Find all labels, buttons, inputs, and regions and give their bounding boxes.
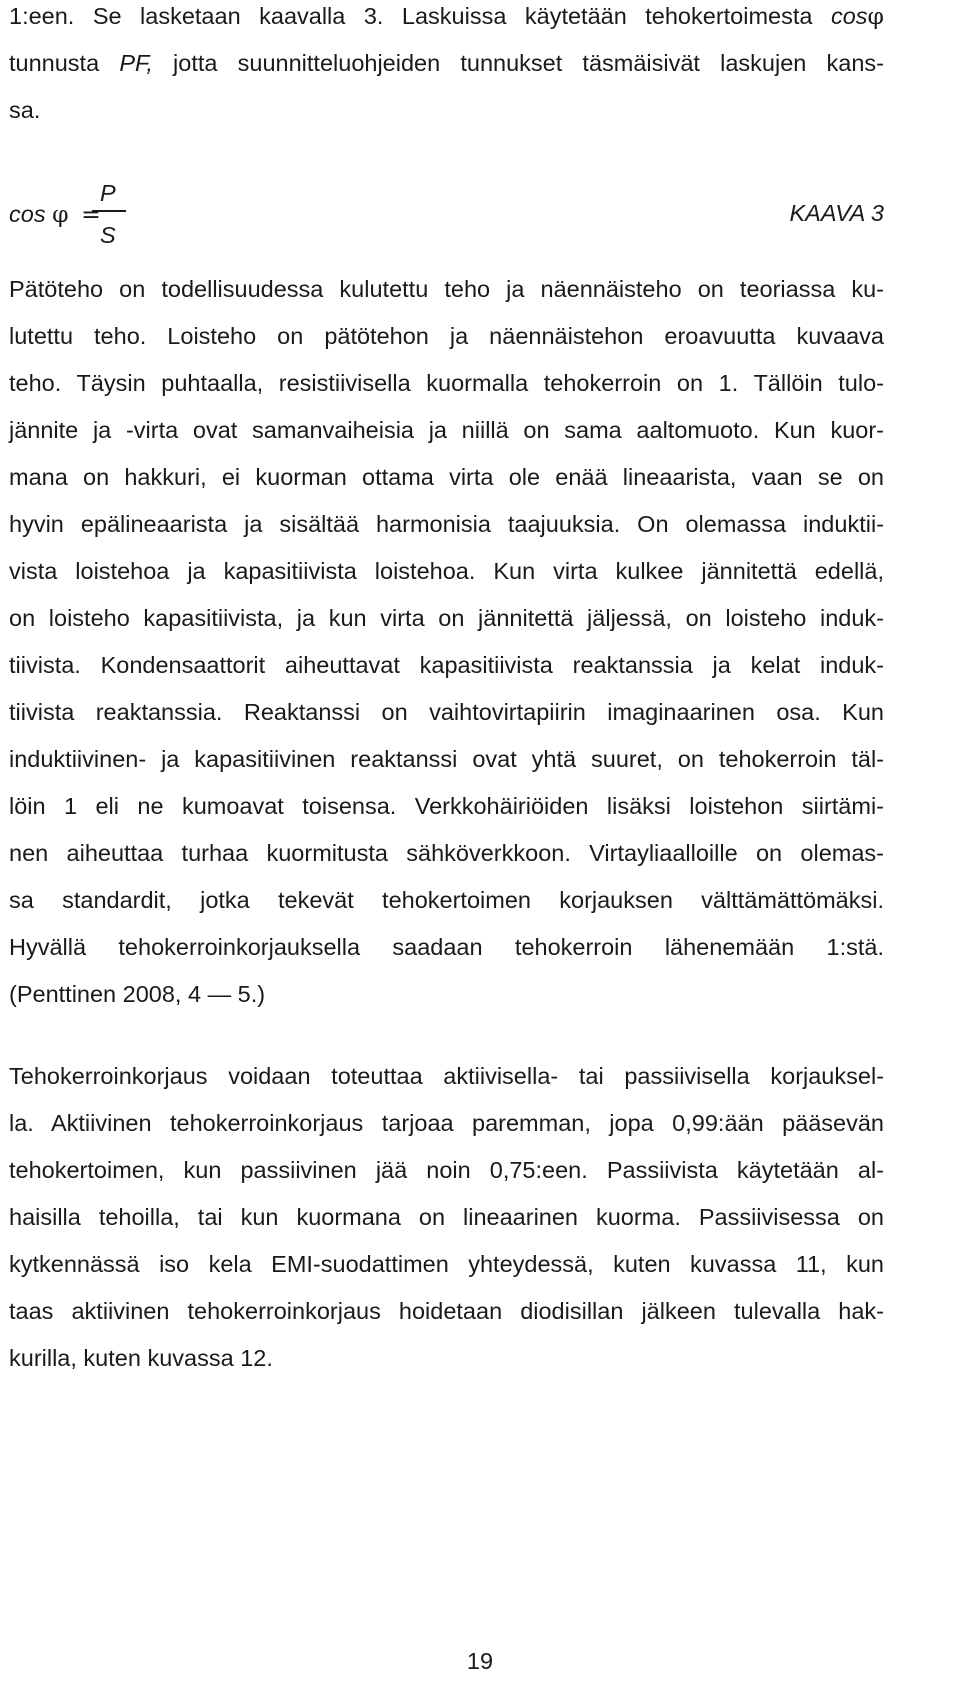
paragraph-line: induktiivinen- ja kapasitiivinen reaktanssi ovat yhtä suuret, on tehokerroin täl- [9,746,884,772]
paragraph-line: kurilla, kuten kuvassa 12. [9,1345,273,1371]
equation-denominator: S [100,222,116,248]
fraction-bar [92,210,126,212]
equation-label: KAAVA 3 [789,200,884,226]
paragraph-line: lutettu teho. Loisteho on pätötehon ja näennäistehon eroavuutta kuvaava [9,323,884,349]
intro-line-2-suffix: jotta suunnitteluohjeiden tunnukset täsmäisivät laskujen kans- [152,50,885,76]
paragraph-line: löin 1 eli ne kumoavat toisensa. Verkkohäiriöiden lisäksi loistehon siirtämi- [9,793,884,819]
equation-phi: φ [52,200,69,228]
cos-symbol: cos [830,3,868,29]
paragraph-line: (Penttinen 2008, 4 — 5.) [9,981,266,1007]
pf-symbol: PF, [119,50,153,76]
intro-line-2 [9,49,884,77]
phi-symbol: φ [867,2,884,30]
equation-numerator: P [100,180,116,206]
intro-line-3: sa. [9,97,41,123]
paragraph-line: tehokertoimen, kun passiivinen jää noin 0,75:een. Passiivista käytetään al- [9,1157,884,1183]
equation-equals: = [81,200,101,228]
paragraph-line: tiivista. Kondensaattorit aiheuttavat kapasitiivista reaktanssia ja kelat induk- [9,652,884,678]
equation-lhs [9,200,101,228]
paragraph-line: on loisteho kapasitiivista, ja kun virta on jännitettä jäljessä, on loisteho induk- [9,605,884,631]
paragraph-line: sa standardit, jotka tekevät tehokertoimen korjauksen välttämättömäksi. [9,887,884,913]
equation-cos: cos [9,201,46,227]
paragraph-line: Tehokerroinkorjaus voidaan toteuttaa aktiivisella- tai passiivisella korjauksel- [9,1063,884,1089]
paragraph-line: Hyvällä tehokerroinkorjauksella saadaan tehokerroin lähenemään 1:stä. [9,934,884,960]
paragraph-line: haisilla tehoilla, tai kun kuormana on lineaarinen kuorma. Passiivisessa on [9,1204,884,1230]
paragraph-line: taas aktiivinen tehokerroinkorjaus hoidetaan diodisillan jälkeen tulevalla hak- [9,1298,884,1324]
intro-line-1 [9,2,884,30]
paragraph-line: hyvin epälineaarista ja sisältää harmonisia taajuuksia. On olemassa induktii- [9,511,884,537]
intro-line-1-text: 1:een. Se lasketaan kaavalla 3. Laskuissa käytetään tehokertoimesta [9,3,831,29]
paragraph-line: la. Aktiivinen tehokerroinkorjaus tarjoaa paremman, jopa 0,99:ään pääsevän [9,1110,884,1136]
paragraph-line: kytkennässä iso kela EMI-suodattimen yhteydessä, kuten kuvassa 11, kun [9,1251,884,1277]
paragraph-line: vista loistehoa ja kapasitiivista loistehoa. Kun virta kulkee jännitettä edellä, [9,558,884,584]
paragraph-line: jännite ja -virta ovat samanvaiheisia ja niillä on sama aaltomuoto. Kun kuor- [9,417,884,443]
paragraph-line: nen aiheuttaa turhaa kuormitusta sähköverkkoon. Virtayliaalloille on olemas- [9,840,884,866]
intro-line-2-prefix: tunnusta [9,50,120,76]
paragraph-line: tiivista reaktanssia. Reaktanssi on vaihtovirtapiirin imaginaarinen osa. Kun [9,699,884,725]
page-number: 19 [466,1648,494,1674]
paragraph-line: teho. Täysin puhtaalla, resistiivisella kuormalla tehokerroin on 1. Tällöin tulo- [9,370,884,396]
paragraph-line: Pätöteho on todellisuudessa kulutettu teho ja näennäisteho on teoriassa ku- [9,276,884,302]
paragraph-line: mana on hakkuri, ei kuorman ottama virta ole enää lineaarista, vaan se on [9,464,884,490]
